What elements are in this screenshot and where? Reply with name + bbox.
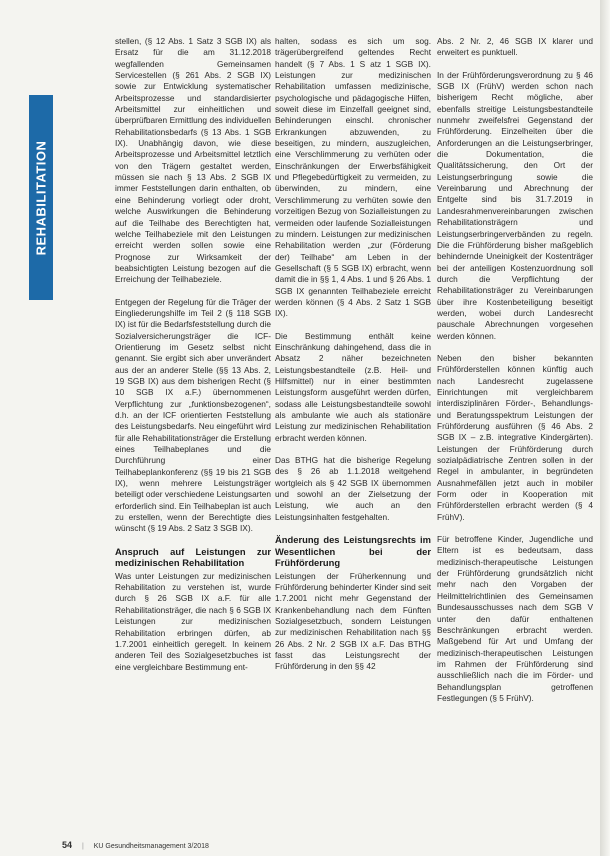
footer-separator: | [81,843,84,850]
section-heading: Änderung des Leistungsrechts im Wesentlichen bei der Frühförderung [275,534,431,569]
paragraph: Neben den bisher bekannten Frühförderstellen können künftig auch nach Landesrecht zugelassene Einrichtungen mit vergleichbarem interdisziplinären Förder-, Behandlungs- und Beratungsspektrum Leistungen der Frühförderung ausführen (§ 46 Abs. 2 SGB IX – z.B. integrative Kindergärten). Leistungen der Frühförderung durch sozialpädiatrische Zentren sollen in der Regel in ambulanter, in begründeten Ausnahmefällen jetzt auch in mobiler Form oder in Kooperation mit Frühförderstellen erbracht werden (§ 4 FrühV). [437,352,593,522]
paragraph: Das BTHG hat die bisherige Regelung des § 26 ab 1.1.2018 weitgehend wortgleich als § 42 SGB IX übernommen und sowohl an der Zielsetzung der Leistung, wie auch an den Leistungsinhalten festgehalten. [275,455,431,522]
page-footer [62,840,209,850]
paragraph: stellen, (§ 12 Abs. 1 Satz 3 SGB IX) als Ersatz für die am 31.12.2018 wegfallenden Gemeinsamen Servicestellen (§ 261 Abs. 2 SGB IX) sowie zur Entwicklung systematischer Arbeitsprozesse und standardisierter Arbeitsmittel zur einheitlichen und überprüfbaren Ermittlung des individuellen Rehabilitationsbedarfs (§ 13 Abs. 1 SGB IX). Unabhängig davon, wie diese Arbeitsprozesse und Arbeitsmittel letztlich von den Trägern gestaltet werden, müssen sie nach § 13 Abs. 2 SGB IX immer Feststellungen darin enthalten, ob eine Behinderung vorliegt oder droht, welche Auswirkungen die Behinderung auf die Teilhabe des Berechtigten hat, welche Teilhabeziele mit den Leistungen erreicht werden sollen sowie eine Prognose zur Wirksamkeit der beabsichtigten Leistung bezogen auf die Erreichung der Teilhabeziele. [115,36,271,285]
paragraph: Was unter Leistungen zur medizinischen Rehabilitation zu verstehen ist, wurde durch § 26 SGB IX a.F. für alle Rehabilitationsträger, die nach § 6 SGB IX Leistungen zur medizinischen Rehabilitation erbringen dürfen, ab 1.7.2001 einheitlich geregelt. In keinem anderen Teil des Sozialgesetzbuches ist eine vergleichbare Bestimmung ent- [115,570,271,672]
paragraph: Die Bestimmung enthält keine Einschränkung dahingehend, dass die in Absatz 2 näher bezeichneten Leistungsbestandteile (z.B. Heil- und Hilfsmittel) nur in einer bestimmten Leistungsform ausgeführt werden dürfen, sodass alle Leistungsbestandteile sowohl als ambulante wie auch als stationäre Leistung zur medizinischen Rehabilitation erbracht werden können. [275,330,431,443]
paragraph: halten, sodass es sich um sog. trägerübergreifend geltendes Recht handelt (§ 7 Abs. 1 S atz 1 SGB IX). Leistungen zur medizinischen Rehabilitation umfassen medizinische, psychologische und pädagogische Hilfen, soweit diese im Einzelfall geeignet sind, Behinderungen einschl. chronischer Erkrankungen abzuwenden, zu beseitigen, zu mindern, auszugleichen, eine Verschlimmerung zu verhüten oder Einschränkungen der Erwerbsfähigkeit und Pflegebedürftigkeit zu vermeiden, zu überwinden, zu mindern, eine Verschlimmerung zu verhüten sowie den vorzeitigen Bezug von Sozialleistungen zu vermeiden oder laufende Sozialleistungen zu mindern. Leistungen zur medizinischen Rehabilitation werden „zur (Förderung der) Teilhabe“ am Leben in der Gesellschaft (§ 5 SGB IX) erbracht, wenn damit die in §§ 1, 4 Abs. 1 und § 26 Abs. 1 SGB IX genannten Teilhabeziele erreicht werden können (§ 4 Abs. 2 Satz 1 SGB IX). [275,36,431,319]
journal-title: KU Gesundheitsmanagement 3/2018 [93,843,209,850]
page-gutter [600,0,610,856]
paragraph: Entgegen der Regelung für die Träger der Eingliederungshilfe im Teil 2 (§ 118 SGB IX) ist für die Bedarfsfeststellung durch die Sozialversicherungsträger die ICF-Orientierung im Gesetz selbst nicht genannt. Sie ergibt sich aber unverändert aus der an anderer Stelle (§§ 13 Abs. 2, 19 SGB IX) aus dem bisherigen Recht (§ 10 SGB IX a.F.) übernommenen Verpflichtung zur „funktionsbezogenen“, d.h. an der ICF orientierten Feststellung des Leistungsbedarfs. Neu eingeführt wird für alle Rehabilitationsträger die Erstellung eines Teilhabeplanes und die Durchführung einer Teilhabeplankonferenz (§§ 19 bis 21 SGB IX), wenn mehrere Leistungsträger beteiligt oder verschiedene Leistungsarten erforderlich sind. Ein Teilhabeplan ist auch zu erstellen, wenn der Berechtigte dies wünscht (§ 19 Abs. 2 Satz 3 SGB IX). [115,296,271,534]
paragraph: Leistungen der Früherkennung und Frühförderung behinderter Kinder sind seit 1.7.2001 nicht mehr Gegenstand der Krankenbehandlung nach dem Fünften Sozialgesetzbuch, sondern Leistungen zur medizinischen Rehabilitation nach §§ 26 Abs. 2 Nr. 2 SGB IX a.F. Das BTHG fasst das Leistungsrecht der Frühförderung in den §§ 42 [275,570,431,672]
paragraph: In der Frühförderungsverordnung zu § 46 SGB IX (FrühV) werden schon nach bisherigem Recht mögliche, aber ebenfalls streitige Leistungsbestandteile nunmehr zweifelsfrei Gegenstand der Frühförderung. Einzelheiten über die Anforderungen an die Leistungserbringer, die Dokumentation, die Qualitätssicherung, den Ort der Leistungserbringung sowie die Vereinbarung und Abrechnung der Entgelte sind bis 31.7.2019 in Landesrahmenvereinbarungen zwischen Rehabilitationsträgern und Leistungserbringerverbänden zu regeln. Die die Frühförderung bisher maßgeblich behindernde Uneinigkeit der Kostenträger bei der anteiligen Kostenzuordnung soll durch die Verpflichtung der Rehabilitationsträger zu Vereinbarungen über ihre Kostenbeteiligung beseitigt werden, wobei durch Landesrecht pauschale Abrechnungen vorgesehen werden können. [437,69,593,341]
section-heading: Anspruch auf Leistungen zur medizinischen Rehabilitation [115,545,271,569]
text-column-2 [275,36,431,684]
section-label: REHABILITATION [33,140,49,255]
text-column-3 [437,36,593,715]
paragraph: Abs. 2 Nr. 2, 46 SGB IX klarer und erweitert es punktuell. [437,36,593,58]
text-column-1 [115,36,271,684]
page-number: 54 [62,840,73,850]
paragraph: Für betroffene Kinder, Jugendliche und Eltern ist es bedeutsam, dass medizinisch-therapeutische Leistungen der Frühförderung grundsätzlich nicht mehr nach den Vorgaben der Heilmittelrichtlinien des Gemeinsamen Bundesausschusses nach dem SGB V unter den dafür enthaltenen Beschränkungen erbracht werden. Maßgebend für Art und Umfang der medizinisch-therapeutischen Leistungen im Rahmen der Frühförderung sind ausschließlich nach die im Förder- und Behandlungsplan getroffenen Festlegungen (§ 5 FrühV). [437,534,593,703]
section-side-tab [29,95,53,300]
